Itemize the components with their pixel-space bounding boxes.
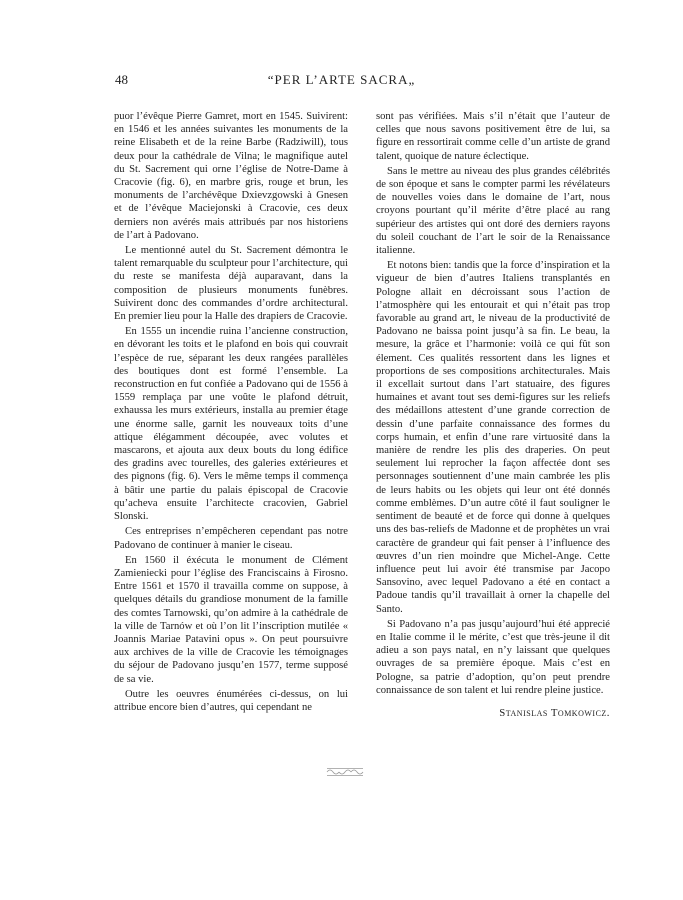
paragraph: sont pas vérifiées. Mais s’il n’était que l’auteur de celles que nous savons positivement être de lui, sa figure en ressortirait comme celle d’un artiste de grand talent, quoique de nature éclectique. <box>376 111 610 162</box>
paragraph: Et notons bien: tandis que la force d’inspiration et la vigueur de bien d’autres Italiens transplantés en Pologne allait en décroissant sous l’action de l’atmosphère qui les entourait et qui n’était pas trop favorable au grand art, le niveau de la productivité de Padovano ne baissa point jusqu’à sa fin. Le beau, la mesure, la grâce et l’harmonie: voilà ce qui fût son élement. Ces qualités ressortent dans les lignes et proportions de ses compositions architecturales. Mais il excellait surtout dans l’art statuaire, des figures humaines et avant tout ses demi-figures sur les reliefs des médaillons attestent d’une grande correction de dessin d’une parfaite connaissance des formes du corps humain, et enfin d’une rare virtuosité dans la manière de rendre les plis des draperies. On peut seulement lui reprocher la façon affectée dont ses personnages soutiennent d’une main cambrée les plis de leurs habits ou les objets qui leur ont été donnés comme emblèmes. D’un autre côté il faut souligner le sentiment de beauté et de force qui donne à quelques uns des bas-reliefs de Madonne et de prophètes un vrai caractère de grandeur qui fait penser à l’influence des œuvres d’un rien moindre que Michel-Ange. Cette influence peut lui avoir été transmise par Jacopo Sansovino, avec lequel Padovano a été en contact a Padoue tandis qu’il travaillait à orner la chapelle del Santo. <box>376 260 610 615</box>
left-column <box>114 110 348 716</box>
paragraph: Le mentionné autel du St. Sacrement démontra le talent remarquable du sculpteur pour l’architecture, qui du reste se manifesta déjà auparavant, dans la composition de plusieurs monuments funèbres. Suivirent donc des commandes d’ordre architectural. En premier lieu pour la Halle des drapiers de Cracovie. <box>114 245 348 323</box>
paragraph: Outre les oeuvres énumérées ci-dessus, on lui attribue encore bien d’autres, qui cependant ne <box>114 688 348 713</box>
decorative-ornament-icon <box>326 767 364 777</box>
paragraph: puor l’évêque Pierre Gamret, mort en 1545. Suivirent: en 1546 et les années suivantes les monuments de la reine Elisabeth et de la reine Barbe (Radziwill), tous deux pour la cathédrale de Vilna; le magnifique autel du St. Sacrement qui orne l’église de Notre-Dame à Cracovie (fig. 6), en marbre gris, rouge et brun, les monuments de l’archévêque Dxievzgowski à Gnesen et de l’évêque Maciejonski à Cracovie, ces deux derniers non avérés mais attribués par nos historiens de l’art à Padovano. <box>114 111 348 241</box>
page-number: 48 <box>115 72 128 87</box>
paragraph: En 1560 il éxécuta le monument de Clément Zamieniecki pour l’église des Franciscains à Firosno. Entre 1561 et 1570 il travailla comme on suppose, à quelques détails du grandiose monument de la famille des comtes Tarnowski, qu’on admire à la cathédrale de la ville de Tarnów et où l’on lit l’inscription mutilée « Joannis Mariae Patavini opus ». On peut poursuivre aux archives de la ville de Cracovie les témoignages du séjour de Padovano jusqu’en 1577, terme supposé de sa vie. <box>114 554 348 685</box>
paragraph: En 1555 un incendie ruina l’ancienne construction, en dévorant les toits et le plafond en bois qui couvrait l’espèce de rue, séparant les deux rangées parallèles des boutiques dont est formé l’ensemble. La reconstruction en fut confiée a Padovano qui de 1556 à 1559 remplaça par une voûte le plafond détruit, exhaussa les murs extérieurs, installa au premier étage une énorme salle, garnit les nouveaux toits d’une attique élégamment découpée, avec volutes et mascarons, et ajouta aux deux bouts du long édifice des gradins avec tourelles, des galeries extérieures et des pignons (fig. 6). Vers le même temps il commença à bâtir une partie du palais épiscopal de Cracovie qu’acheva ensuite l’architecte cracovien, Gabriel Slonski. <box>114 326 348 523</box>
paragraph: Si Padovano n’a pas jusqu’aujourd’hui été apprecié en Italie comme il le mérite, c’est que très-jeune il dit adieu a son pays natal, en n’y laissant que quelques ouvrages de sa première époque. Mais c’est en Pologne, sa patrie d’adoption, qu’on peut prendre connaissance de son talent et lui rendre pleine justice. <box>376 618 610 696</box>
paragraph: Sans le mettre au niveau des plus grandes célébrités de son époque et sans le compter parmi les révélateurs de nouvelles voies dans le domaine de l’art, nous croyons pourtant qu’il mérite d’être placé au rang supérieur des artistes qui ont doré des derniers rayons du soleil couchant de l’art le soir de la Renaissance italienne. <box>376 165 610 257</box>
author-signature: Stanislas Tomkowicz. <box>499 706 610 719</box>
running-title: “PER L’ARTE SACRA„ <box>267 72 416 87</box>
paragraph: Ces entreprises n’empêcheren cependant pas notre Padovano de continuer à manier le ciseau. <box>114 526 348 551</box>
right-column <box>376 110 610 720</box>
